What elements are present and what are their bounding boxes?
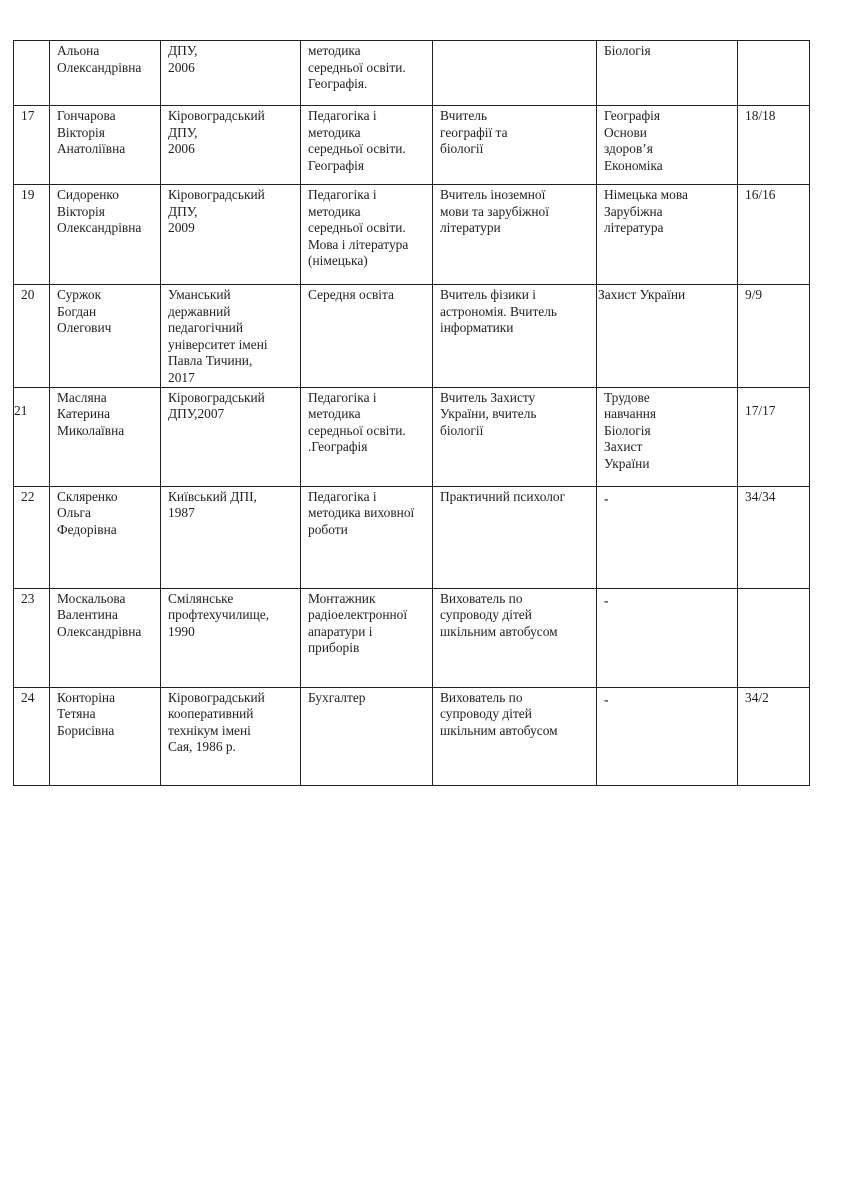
subjects <box>597 687 738 785</box>
table-row <box>14 486 810 588</box>
teaching-load <box>738 41 810 106</box>
qualification: Вчитель Захисту України, вчитель біології <box>433 387 597 486</box>
table-row <box>14 285 810 388</box>
teaching-load: 17/17 <box>738 387 810 486</box>
specialty: Педагогіка і методика середньої освіти. .Географія <box>301 387 433 486</box>
qualification: Вчитель фізики і астрономія. Вчитель інформатики <box>433 285 597 388</box>
table-row <box>14 588 810 687</box>
teacher-name: Альона Олександрівна <box>50 41 161 106</box>
teacher-name: Масляна Катерина Миколаївна <box>50 387 161 486</box>
subjects-dash: - <box>604 592 609 608</box>
table-row <box>14 185 810 285</box>
subjects: Захист України <box>597 285 738 388</box>
teacher-name: Сидоренко Вікторія Олександрівна <box>50 185 161 285</box>
subjects <box>597 486 738 588</box>
specialty: Педагогіка і методика середньої освіти. Мова і література (німецька) <box>301 185 433 285</box>
teaching-load: 16/16 <box>738 185 810 285</box>
subjects-dash: - <box>604 691 609 707</box>
subjects: Трудове навчання Біологія Захист України <box>597 387 738 486</box>
institution: Кіровоградський ДПУ, 2006 <box>161 106 301 185</box>
table-row <box>14 687 810 785</box>
qualification: Практичний психолог <box>433 486 597 588</box>
specialty: Середня освіта <box>301 285 433 388</box>
subjects <box>597 588 738 687</box>
qualification: Вихователь по супроводу дітей шкільним автобусом <box>433 687 597 785</box>
subjects-dash: - <box>604 490 609 506</box>
teacher-name: Конторіна Тетяна Борисівна <box>50 687 161 785</box>
specialty: Педагогіка і методика середньої освіти. Географія <box>301 106 433 185</box>
row-number: 24 <box>14 687 50 785</box>
table-row <box>14 387 810 486</box>
row-number: 20 <box>14 285 50 388</box>
teacher-name: Москальова Валентина Олександрівна <box>50 588 161 687</box>
table-row <box>14 106 810 185</box>
teacher-name: Гончарова Вікторія Анатоліївна <box>50 106 161 185</box>
qualification: Вчитель географії та біології <box>433 106 597 185</box>
subjects: Біологія <box>597 41 738 106</box>
teacher-name: Скляренко Ольга Федорівна <box>50 486 161 588</box>
row-number: 22 <box>14 486 50 588</box>
row-number: 17 <box>14 106 50 185</box>
teaching-load: 9/9 <box>738 285 810 388</box>
teaching-load: 34/34 <box>738 486 810 588</box>
specialty: Бухгалтер <box>301 687 433 785</box>
institution: Кіровоградський кооперативний технікум імені Сая, 1986 р. <box>161 687 301 785</box>
qualification <box>433 41 597 106</box>
teaching-load <box>738 588 810 687</box>
row-number <box>14 41 50 106</box>
table-row <box>14 41 810 106</box>
row-number: 19 <box>14 185 50 285</box>
institution: Київський ДПІ, 1987 <box>161 486 301 588</box>
institution: Смілянське профтехучилище, 1990 <box>161 588 301 687</box>
row-number: 21 <box>14 387 50 486</box>
subjects: Німецька мова Зарубіжна література <box>597 185 738 285</box>
teaching-load: 34/2 <box>738 687 810 785</box>
qualification: Вихователь по супроводу дітей шкільним автобусом <box>433 588 597 687</box>
institution: Уманський державний педагогічний університет імені Павла Тичини, 2017 <box>161 285 301 388</box>
teaching-load: 18/18 <box>738 106 810 185</box>
subjects: Географія Основи здоров’я Економіка <box>597 106 738 185</box>
teacher-name: Суржок Богдан Олегович <box>50 285 161 388</box>
row-number: 23 <box>14 588 50 687</box>
institution: Кіровоградський ДПУ,2007 <box>161 387 301 486</box>
specialty: Педагогіка і методика виховної роботи <box>301 486 433 588</box>
institution: Кіровоградський ДПУ, 2009 <box>161 185 301 285</box>
staff-table <box>13 40 810 786</box>
qualification: Вчитель іноземної мови та зарубіжної літератури <box>433 185 597 285</box>
specialty: Монтажник радіоелектронної апаратури і приборів <box>301 588 433 687</box>
institution: ДПУ, 2006 <box>161 41 301 106</box>
specialty: методика середньої освіти. Географія. <box>301 41 433 106</box>
